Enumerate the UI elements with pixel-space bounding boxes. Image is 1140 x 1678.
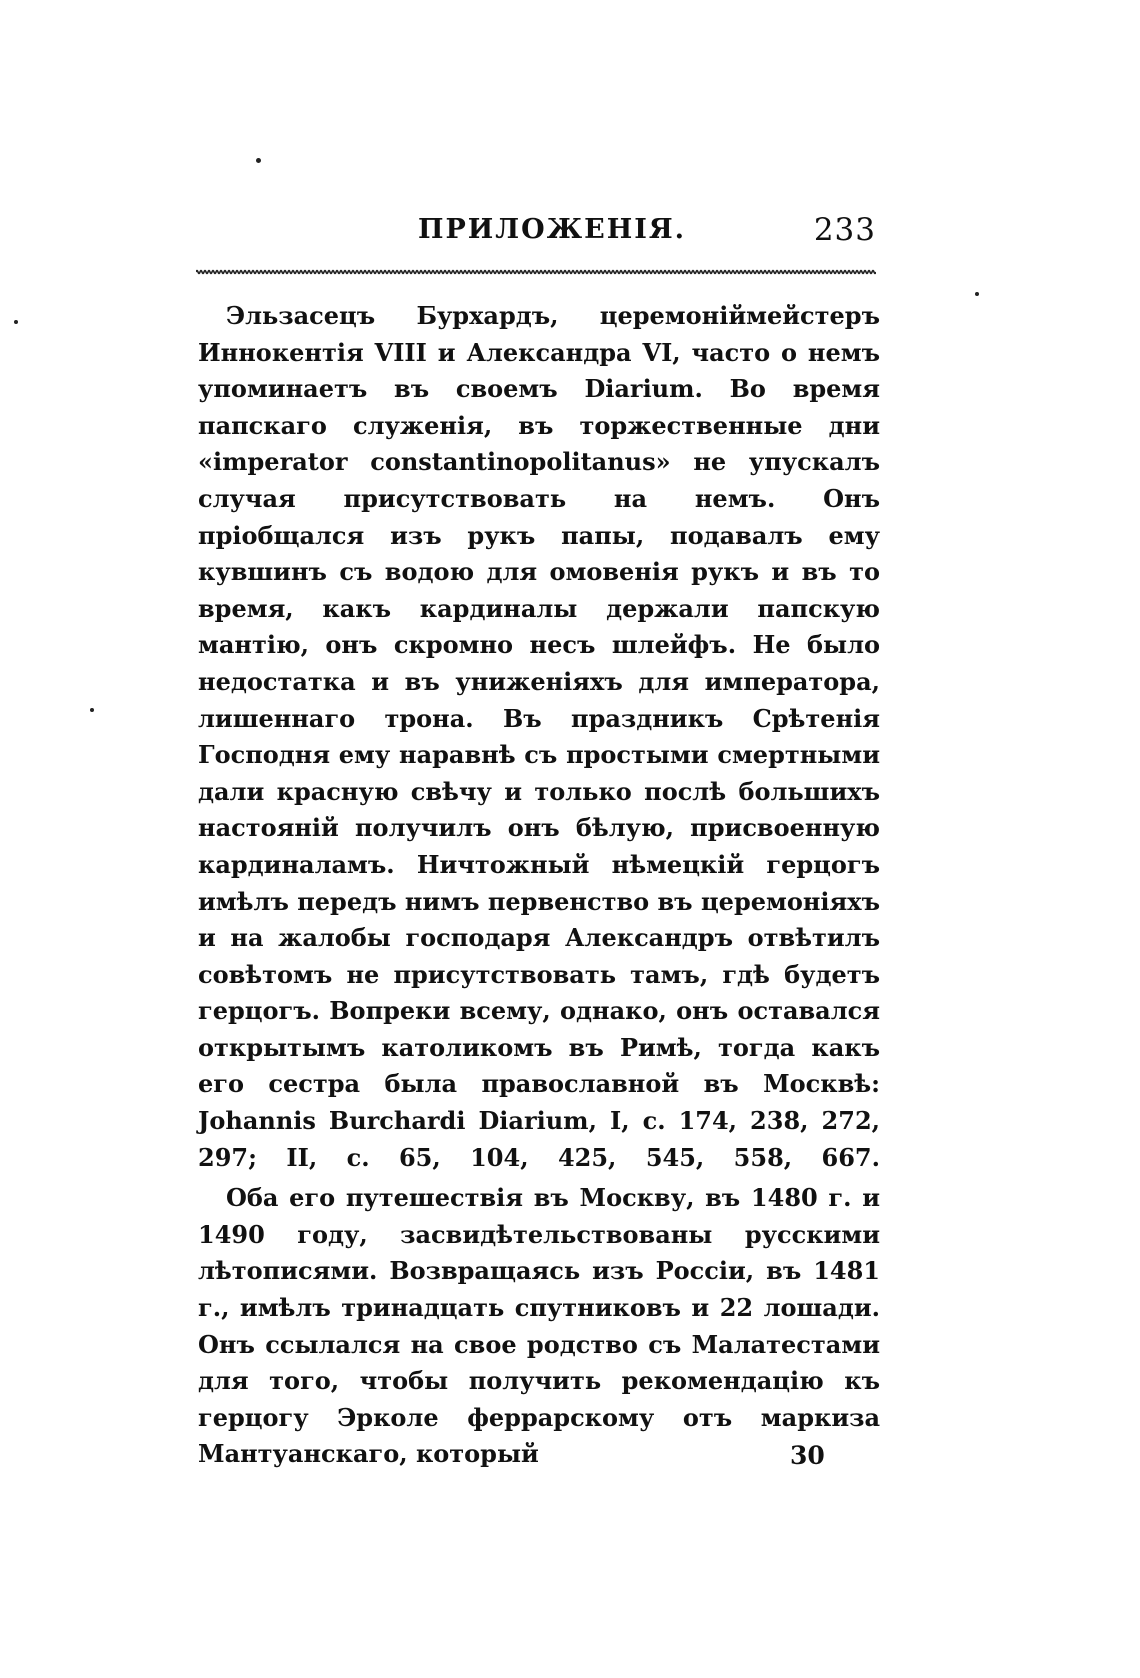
- scan-speck: [90, 708, 94, 712]
- page-header: [196, 210, 876, 250]
- wavy-rule-divider: [196, 268, 876, 276]
- body-text: [198, 298, 880, 1473]
- page-number: 233: [813, 212, 876, 248]
- running-head: ПРИЛОЖЕНІЯ.: [418, 214, 687, 245]
- scan-speck: [256, 158, 261, 163]
- scan-speck: [975, 292, 979, 296]
- paragraph-1: Эльзасецъ Бурхардъ, церемоніймейстеръ Иннокентія VIII и Александра VI, часто о немъ упоминаетъ въ своемъ Diarium. Во время папскаго служенія, въ торжественные дни «imperator constantinopolitanus» не упускалъ случая присутствовать на немъ. Онъ пріобщался изъ рукъ папы, подавалъ ему кувшинъ съ водою для омовенія рукъ и въ то время, какъ кардиналы держали папскую мантію, онъ скромно несъ шлейфъ. Не было недостатка и въ униженіяхъ для императора, лишеннаго трона. Въ праздникъ Срѣтенія Господня ему наравнѣ съ простыми смертными дали красную свѣчу и только послѣ большихъ настояній получилъ онъ бѣлую, присвоенную кардиналамъ. Ничтожный нѣмецкій герцогъ имѣлъ передъ нимъ первенство въ церемоніяхъ и на жалобы господаря Александръ отвѣтилъ совѣтомъ не присутствовать тамъ, гдѣ будетъ герцогъ. Вопреки всему, однако, онъ оставался открытымъ католикомъ въ Римѣ, тогда какъ его сестра была православной въ Москвѣ: Johannis Burchardi Diarium, I, c. 174, 238, 272, 297; II, c. 65, 104, 425, 545, 558, 667.: [198, 301, 880, 1172]
- scan-speck: [14, 320, 18, 324]
- paragraph-2: Оба его путешествія въ Москву, въ 1480 г. и 1490 году, засвидѣтельствованы русскими лѣтописями. Возвращаясь изъ Россіи, въ 1481 г., имѣлъ тринадцать спутниковъ и 22 лошади. Онъ ссылался на свое родство съ Малатестами для того, чтобы получить рекомендацію къ герцогу Эрколе феррарскому отъ маркиза Мантуанскаго, который: [198, 1183, 880, 1469]
- signature-mark: 30: [790, 1441, 825, 1470]
